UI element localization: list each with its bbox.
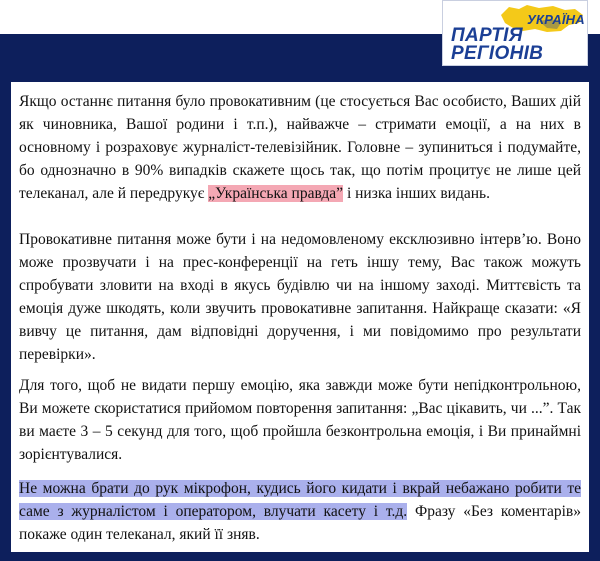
logo-text-line1: ПАРТІЯ <box>451 25 523 46</box>
paragraph-4 <box>19 477 581 546</box>
paragraph-2: Провокативне питання може бути і на недомовленому ексклюзивно інтерв’ю. Воно може прозвучати і на прес-конференції на геть іншу тему, Вас також можуть спробувати зловити на вході в якусь будівлю чи на іншому заході. Миттєвість та емоція дуже шкодять, коли звучить провокативне запитання. Найкраще сказати: «Я вивчу це питання, дам відповідні доручення, і ми повідомимо про результати перевірки». <box>19 231 581 363</box>
paragraph-3: Для того, щоб не видати першу емоцію, яка завжди може бути непідконтрольною, Ви можете скористатися прийомом повторення запитання: „Вас цікавить, чи ...”. Так ви маєте 3 – 5 секунд для того, щоб пройшла безконтрольна емоція, і Ви принаймні зорієнтувалися. <box>19 377 581 463</box>
paragraph-1-text: Якщо останнє питання було провокативним (це стосується Вас особисто, Ваших дій як чиновника, Вашої родини і т.п.), найважче – стримати емоції, а на них в основному і розраховує журналіст-телевізійник. Головне – зупиниться і подумайте, бо однозначно в 90% випадків скажете щось так, що потім процитує не лише цей телеканал, але й передрукує <box>19 93 581 202</box>
paragraph-1-end: і низка інших видань. <box>343 185 490 202</box>
text-panel <box>11 82 589 552</box>
paragraph-1 <box>19 90 581 205</box>
highlighted-source: „Українська правда” <box>208 185 344 202</box>
party-logo <box>442 0 588 66</box>
logo-country: УКРАЇНА <box>527 12 585 27</box>
logo-text-line2: РЕГІОНІВ <box>451 43 544 64</box>
paragraph-4-end: Фразу «Без коментарів» покаже один телеканал, який її зняв. <box>19 503 581 543</box>
highlighted-warning: Не можна брати до рук мікрофон, кудись його кидати і вкрай небажано робити те саме з журналістом і оператором, влучати касету і т.д. <box>19 480 581 520</box>
